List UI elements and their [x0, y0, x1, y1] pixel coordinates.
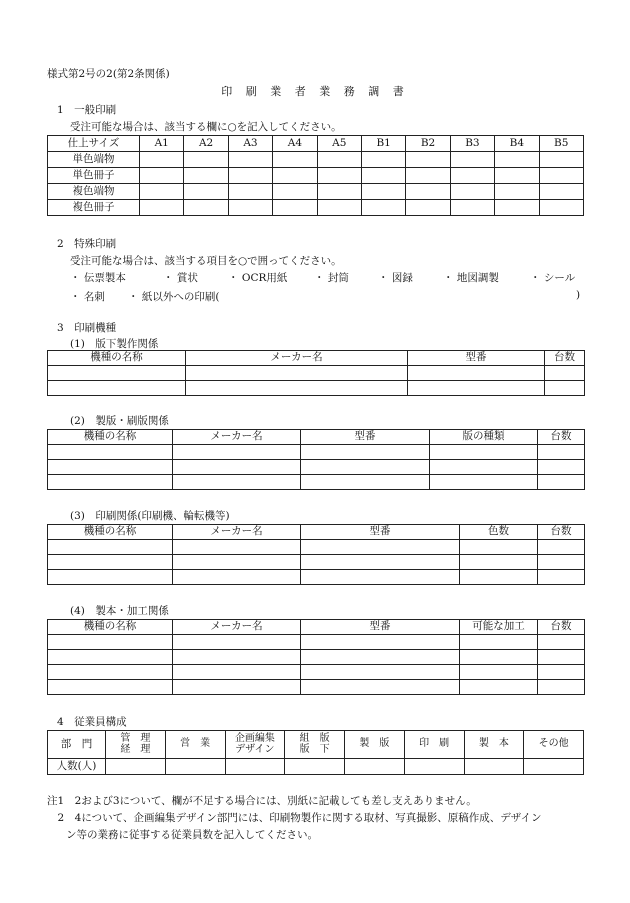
size-a5: A5	[317, 136, 361, 152]
section1-heading: 1 一般印刷	[57, 104, 117, 116]
row-label-multi-sheet: 複色端物	[48, 184, 140, 200]
size-b5: B5	[539, 136, 583, 152]
col-plate-type: 版の種類	[430, 430, 538, 445]
printing-table	[47, 524, 585, 585]
size-b2: B2	[406, 136, 450, 152]
col-count: 台数	[538, 620, 585, 635]
row-label-mono-sheet: 単色端物	[48, 152, 140, 168]
dept-printing: 印 刷	[404, 731, 464, 759]
size-a3: A3	[228, 136, 272, 152]
special-item-map: ・ 地図調製	[443, 272, 499, 284]
note-1: 注1 2および3について、欄が不足する場合には、別紙に記載しても差し支えありません。	[47, 795, 477, 807]
col-maker: メーカー名	[173, 620, 301, 635]
col-machine-name: 機種の名称	[48, 620, 173, 635]
size-a1: A1	[140, 136, 184, 152]
special-item-business-card: ・ 名刺	[70, 291, 105, 303]
special-item-envelope: ・ 封筒	[314, 272, 349, 284]
col-machine-name: 機種の名称	[48, 525, 173, 540]
dept-editorial-design: 企画編集 デザイン	[225, 731, 285, 759]
section4-heading: 4 従業員構成	[57, 716, 127, 728]
form-number: 様式第2号の2(第2条関係)	[47, 68, 170, 80]
page-title: 印 刷 業 者 業 務 調 書	[221, 85, 409, 98]
section2-instruction: 受注可能な場合は、該当する項目を○で囲ってください。	[70, 255, 342, 267]
col-count: 台数	[545, 351, 585, 366]
size-b1: B1	[361, 136, 405, 152]
special-item-certificate: ・ 賞状	[163, 272, 198, 284]
size-b4: B4	[495, 136, 539, 152]
col-colors: 色数	[460, 525, 538, 540]
dept-platemaking: 製 版	[345, 731, 405, 759]
dept-other: その他	[524, 731, 584, 759]
dept-admin: 管 理 経 理	[106, 731, 166, 759]
col-model: 型番	[301, 430, 430, 445]
col-processing: 可能な加工	[460, 620, 538, 635]
row-label-multi-booklet: 複色冊子	[48, 200, 140, 216]
section1-instruction: 受注可能な場合は、該当する欄に○を記入してください。	[70, 121, 342, 133]
dept-binding: 製 本	[464, 731, 524, 759]
general-print-table	[47, 135, 584, 216]
special-item-sticker: ・ シール	[530, 272, 576, 284]
prepress-table	[47, 350, 585, 396]
col-maker: メーカー名	[173, 525, 301, 540]
dept-typesetting: 組 版 版 下	[285, 731, 345, 759]
sub2-heading: (2) 製版・刷版関係	[70, 415, 169, 427]
note-2-line1: 2 4について、企画編集デザイン部門には、印刷物製作に関する取材、写真撮影、原稿作成、デザイン	[47, 812, 542, 824]
special-item-non-paper: ・ 紙以外への印刷(	[128, 291, 220, 303]
col-count: 台数	[538, 525, 585, 540]
binding-table	[47, 619, 585, 695]
section3-heading: 3 印刷機種	[57, 322, 117, 334]
platemaking-table	[47, 429, 585, 490]
size-header: 仕上サイズ	[48, 136, 140, 152]
col-model: 型番	[301, 525, 460, 540]
col-model: 型番	[408, 351, 545, 366]
special-item-ocr-paper: ・ OCR用紙	[228, 272, 288, 284]
size-a2: A2	[184, 136, 228, 152]
dept-label: 部 門	[48, 731, 106, 759]
section2-heading: 2 特殊印刷	[57, 238, 117, 250]
special-item-close-paren: )	[576, 289, 581, 301]
sub3-heading: (3) 印刷関係(印刷機、輪転機等)	[70, 510, 230, 522]
col-model: 型番	[301, 620, 460, 635]
col-maker: メーカー名	[186, 351, 408, 366]
note-2-line2: ン等の業務に従事する従業員数を記入してください。	[66, 829, 318, 841]
count-label: 人数(人)	[48, 759, 106, 775]
col-machine-name: 機種の名称	[48, 351, 186, 366]
col-count: 台数	[538, 430, 585, 445]
dept-sales: 営 業	[165, 731, 225, 759]
col-machine-name: 機種の名称	[48, 430, 173, 445]
special-item-slip-binding: ・ 伝票製本	[70, 272, 126, 284]
sub1-heading: (1) 版下製作関係	[70, 338, 159, 350]
col-maker: メーカー名	[173, 430, 301, 445]
sub4-heading: (4) 製本・加工関係	[70, 605, 169, 617]
staff-table	[47, 730, 584, 775]
size-a4: A4	[273, 136, 317, 152]
size-b3: B3	[450, 136, 494, 152]
row-label-mono-booklet: 単色冊子	[48, 168, 140, 184]
special-item-catalog: ・ 図録	[378, 272, 413, 284]
